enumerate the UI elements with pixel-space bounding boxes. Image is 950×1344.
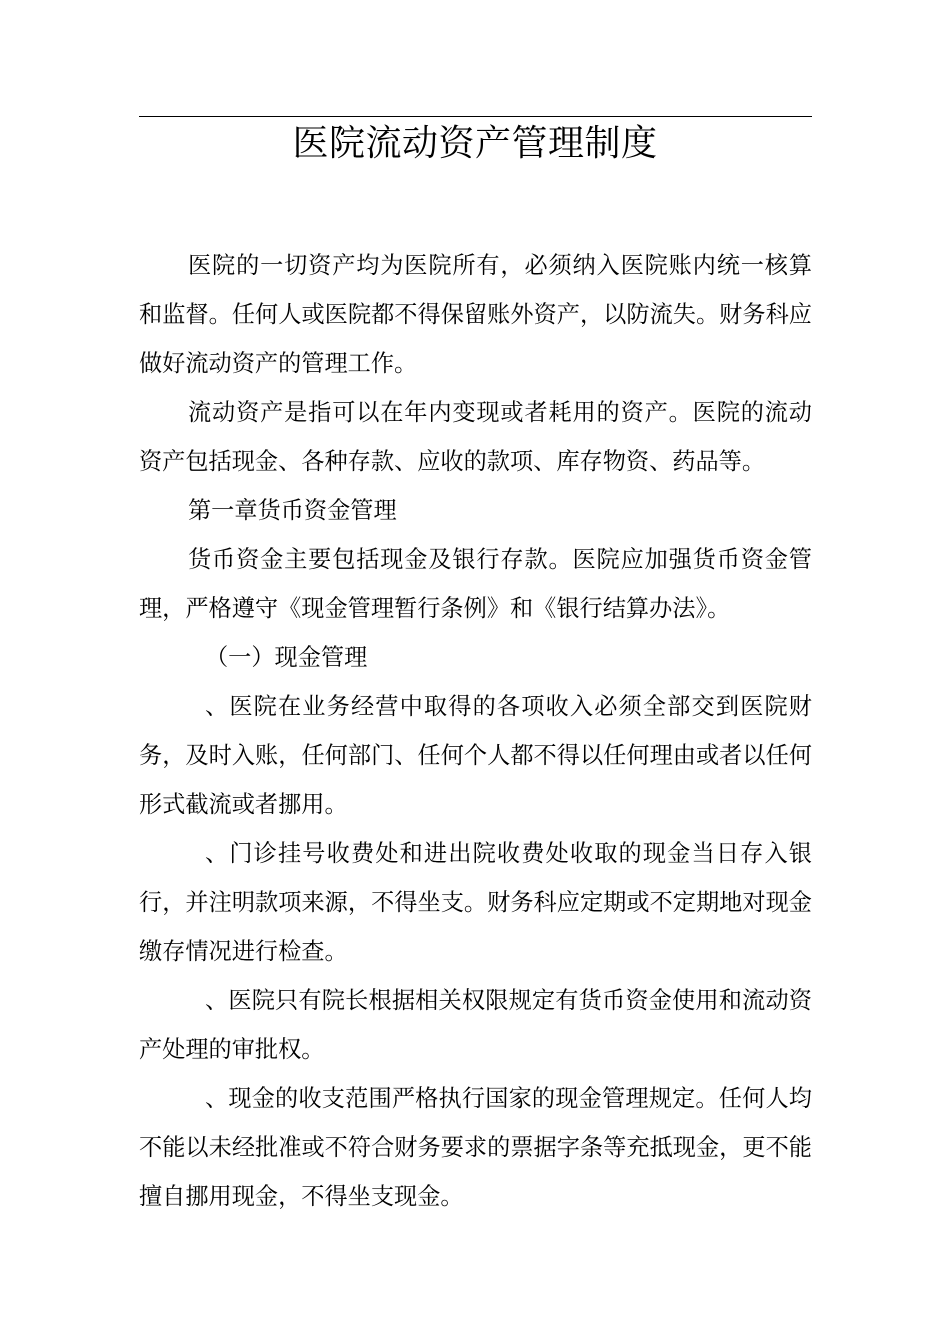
- document-body: [139, 241, 812, 1221]
- paragraph-assets-ownership: 医院的一切资产均为医院所有，必须纳入医院账内统一核算和监督。任何人或医院都不得保留账外资产，以防流失。财务科应做好流动资产的管理工作。: [139, 252, 812, 377]
- paragraph-current-assets-definition: 流动资产是指可以在年内变现或者耗用的资产。医院的流动资产包括现金、各种存款、应收的款项、库存物资、药品等。: [139, 399, 812, 475]
- document-title: 医院流动资产管理制度: [292, 123, 658, 164]
- section-heading-cash-management: （一）现金管理: [205, 644, 368, 671]
- paragraph-monetary-funds: 货币资金主要包括现金及银行存款。医院应加强货币资金管理，严格遵守《现金管理暂行条例》和《银行结算办法》。: [139, 546, 812, 622]
- chapter-heading: 第一章货币资金管理: [188, 497, 397, 524]
- header-rule: [139, 116, 812, 117]
- paragraph-rule-deposit: 、门诊挂号收费处和进出院收费处收取的现金当日存入银行，并注明款项来源，不得坐支。财务科应定期或不定期地对现金缴存情况进行检查。: [139, 840, 812, 965]
- paragraph-rule-cash-scope: 、现金的收支范围严格执行国家的现金管理规定。任何人均不能以未经批准或不符合财务要求的票据字条等充抵现金，更不能擅自挪用现金，不得坐支现金。: [139, 1085, 812, 1210]
- paragraph-rule-approval: 、医院只有院长根据相关权限规定有货币资金使用和流动资产处理的审批权。: [139, 987, 812, 1063]
- paragraph-rule-income: 、医院在业务经营中取得的各项收入必须全部交到医院财务，及时入账，任何部门、任何个人都不得以任何理由或者以任何形式截流或者挪用。: [139, 693, 812, 818]
